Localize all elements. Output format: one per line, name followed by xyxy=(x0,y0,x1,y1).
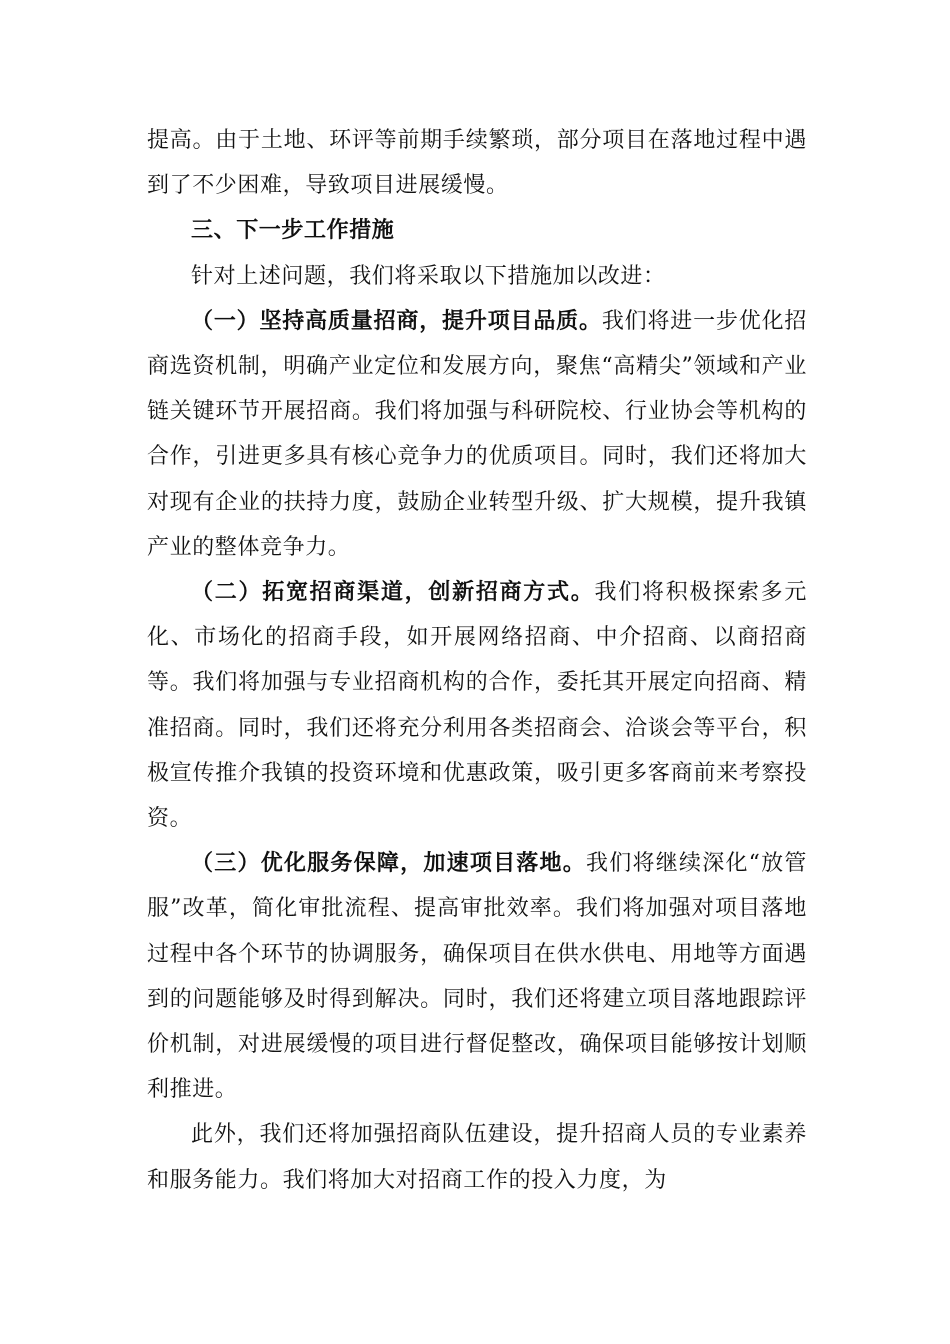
closing-paragraph xyxy=(147,1112,807,1202)
measure-lead: （二）拓宽招商渠道，创新招商方式。 xyxy=(191,580,595,606)
measure-item-1 xyxy=(147,299,807,570)
section-heading: 三、下一步工作措施 xyxy=(191,218,395,244)
paragraph-text: 此外，我们还将加强招商队伍建设，提升招商人员的专业素养和服务能力。我们将加大对招商工作的投入力度，为 xyxy=(147,1122,807,1193)
measure-item-3 xyxy=(147,841,807,1112)
measure-lead: （三）优化服务保障，加速项目落地。 xyxy=(191,851,587,877)
paragraph-text: 我们将积极探索多元化、市场化的招商手段，如开展网络招商、中介招商、以商招商等。我们将加强与专业招商机构的合作，委托其开展定向招商、精准招商。同时，我们还将充分利用各类招商会、洽谈会等平台，积极宣传推介我镇的投资环境和优惠政策，吸引更多客商前来考察投资。 xyxy=(147,580,808,832)
paragraph-text: 我们将进一步优化招商选资机制，明确产业定位和发展方向，聚焦“高精尖”领域和产业链关键环节开展招商。我们将加强与科研院校、行业协会等机构的合作，引进更多具有核心竞争力的优质项目。同时，我们还将加大对现有企业的扶持力度，鼓励企业转型升级、扩大规模，提升我镇产业的整体竞争力。 xyxy=(147,308,807,560)
measure-item-2 xyxy=(147,570,807,841)
paragraph-text: 针对上述问题，我们将采取以下措施加以改进： xyxy=(191,263,666,289)
document-body xyxy=(147,118,807,1203)
continuation-paragraph xyxy=(147,118,807,208)
measure-lead: （一）坚持高质量招商，提升项目品质。 xyxy=(191,308,602,334)
intro-paragraph xyxy=(147,254,807,299)
paragraph-text: 提高。由于土地、环评等前期手续繁琐，部分项目在落地过程中遇到了不少困难，导致项目进展缓慢。 xyxy=(147,128,807,199)
paragraph-text: 我们将继续深化“放管服”改革，简化审批流程、提高审批效率。我们将加强对项目落地过程中各个环节的协调服务，确保项目在供水供电、用地等方面遇到的问题能够及时得到解决。同时，我们还将建立项目落地跟踪评价机制，对进展缓慢的项目进行督促整改，确保项目能够按计划顺利推进。 xyxy=(147,851,808,1103)
